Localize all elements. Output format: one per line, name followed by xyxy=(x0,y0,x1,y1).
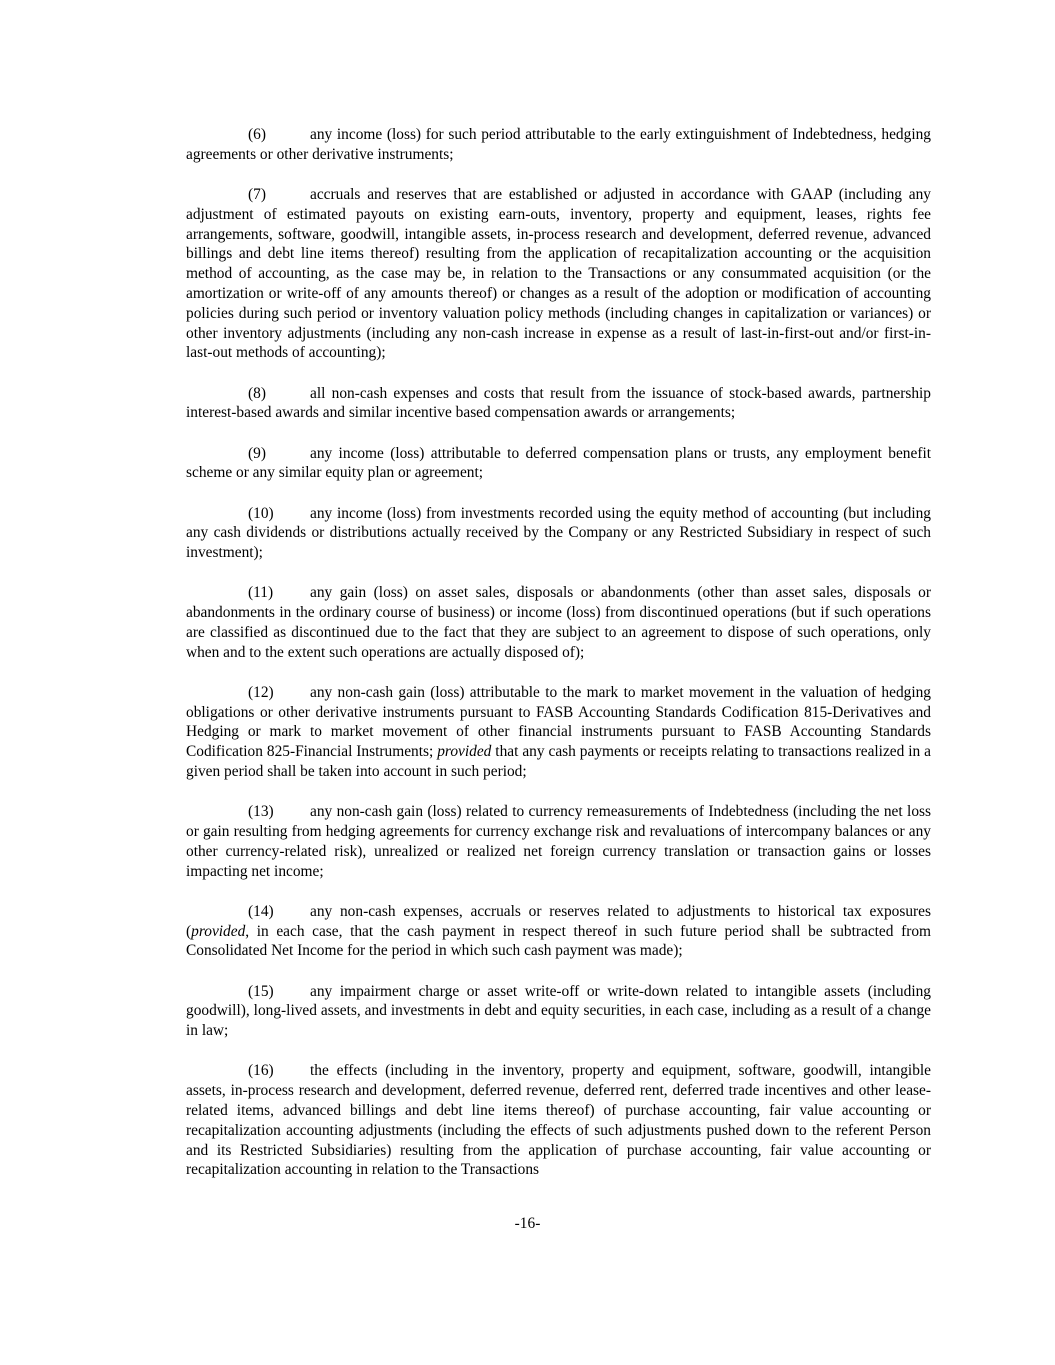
clause-text: , in each case, that the cash payment in respect thereof in such future period shall be subtracted from Consolidated Net Income for the period in which such cash payment was made); xyxy=(186,922,931,960)
clause-text: that any cash payments or receipts relating to transactions realized in a given period shall be taken into account in such period; xyxy=(186,743,932,781)
clause-text: any income (loss) for such period attributable to the early extinguishment of Indebtedness, hedging agreements or other derivative instruments; xyxy=(186,126,931,163)
clause-number: (15) xyxy=(248,982,274,1000)
clause-number: (6) xyxy=(248,126,266,143)
clause-text-italic: provided xyxy=(191,922,246,940)
clause-number: (16) xyxy=(248,1062,274,1080)
clause-11 xyxy=(186,583,931,662)
clause-number: (13) xyxy=(248,803,274,821)
clause-text: any income (loss) attributable to deferred compensation plans or trusts, any employment benefit scheme or any similar equity plan or agreement; xyxy=(186,444,931,482)
clause-16 xyxy=(186,1061,931,1180)
clause-number: (8) xyxy=(248,384,266,402)
clause-7 xyxy=(186,185,931,363)
clause-text: accruals and reserves that are established or adjusted in accordance with GAAP (including any adjustment of estimated payouts on existing earn-outs, inventory, property and equipment, leases, rights fee arrangements, software, goodwill, intangible assets, in-process research and development, deferred revenue, advanced billings and debt line items thereof) resulting from the application of recapitalization accounting or the acquisition method of accounting, as the case may be, in relation to the Transactions or any consummated acquisition (or the amortization or write-off of any amounts thereof) or changes as a result of the adoption or modification of accounting policies during such period or inventory valuation policy methods (including changes in capitalization or variances) or other inventory adjustments (including any non-cash increase in expense as a result of last-in-first-out and/or first-in-last-out methods of accounting); xyxy=(186,185,931,362)
clause-number: (9) xyxy=(248,444,266,462)
clause-number: (10) xyxy=(248,504,274,522)
clause-14 xyxy=(186,902,931,961)
clause-text: any non-cash gain (loss) related to currency remeasurements of Indebtedness (including the net loss or gain resulting from hedging agreements for currency exchange risk and revaluations of intercompany balances or any other currency-related risk), unrealized or realized net foreign currency translation or transaction gains or losses impacting net income; xyxy=(186,803,931,880)
clause-9 xyxy=(186,444,931,484)
clause-10 xyxy=(186,504,931,563)
clause-number: (7) xyxy=(248,185,266,203)
clause-text: any impairment charge or asset write-off or write-down related to intangible assets (including goodwill), long-lived assets, and investments in debt and equity securities, in each case, including as a result of a change in law; xyxy=(186,982,931,1040)
clause-8 xyxy=(186,384,931,424)
page-number: -16- xyxy=(514,1215,541,1232)
clause-number: (14) xyxy=(248,902,274,920)
clause-text-italic: provided xyxy=(437,743,492,761)
clause-text: any non-cash expenses, accruals or reserves related to adjustments to historical tax exposures ( xyxy=(186,902,931,940)
clause-text: the effects (including in the inventory, property and equipment, software, goodwill, intangible assets, in-process research and development, deferred revenue, deferred rent, deferred trade incentives and other lease-related items, advanced billings and debt line items thereof) of purchase accounting, fair value accounting or recapitalization accounting adjustments (including the effects of such adjustments pushed down to the referent Person and its Restricted Subsidiaries) resulting from the application of purchase accounting, fair value accounting or recapitalization accounting in relation to the Transactions xyxy=(186,1062,931,1179)
document-body xyxy=(186,125,931,1201)
clause-13 xyxy=(186,802,931,881)
clause-number: (12) xyxy=(248,683,274,701)
clause-text: any gain (loss) on asset sales, disposals or abandonments (other than asset sales, disposals or abandonments in the ordinary course of business) or income (loss) from discontinued operations (but if such operations are classified as discontinued due to the fact that they are subject to an agreement to dispose of such operations, only when and to the extent such operations are actually disposed of); xyxy=(186,584,931,661)
clause-text: any non-cash gain (loss) attributable to the mark to market movement in the valuation of hedging obligations or other derivative instruments pursuant to FASB Accounting Standards Codification 815-Derivatives and Hedging or mark to market movement of other financial instruments pursuant to FASB Accounting Standards Codification 825-Financial Instruments; xyxy=(186,683,931,761)
clause-15 xyxy=(186,982,931,1041)
clause-6 xyxy=(186,125,931,165)
clause-text: any income (loss) from investments recorded using the equity method of accounting (but including any cash dividends or distributions actually received by the Company or any Restricted Subsidiary in respect of such investment); xyxy=(186,504,931,562)
clause-12 xyxy=(186,683,931,782)
clause-number: (11) xyxy=(248,584,274,602)
clause-text: all non-cash expenses and costs that result from the issuance of stock-based awards, partnership interest-based awards and similar incentive based compensation awards or arrangements; xyxy=(186,384,931,422)
